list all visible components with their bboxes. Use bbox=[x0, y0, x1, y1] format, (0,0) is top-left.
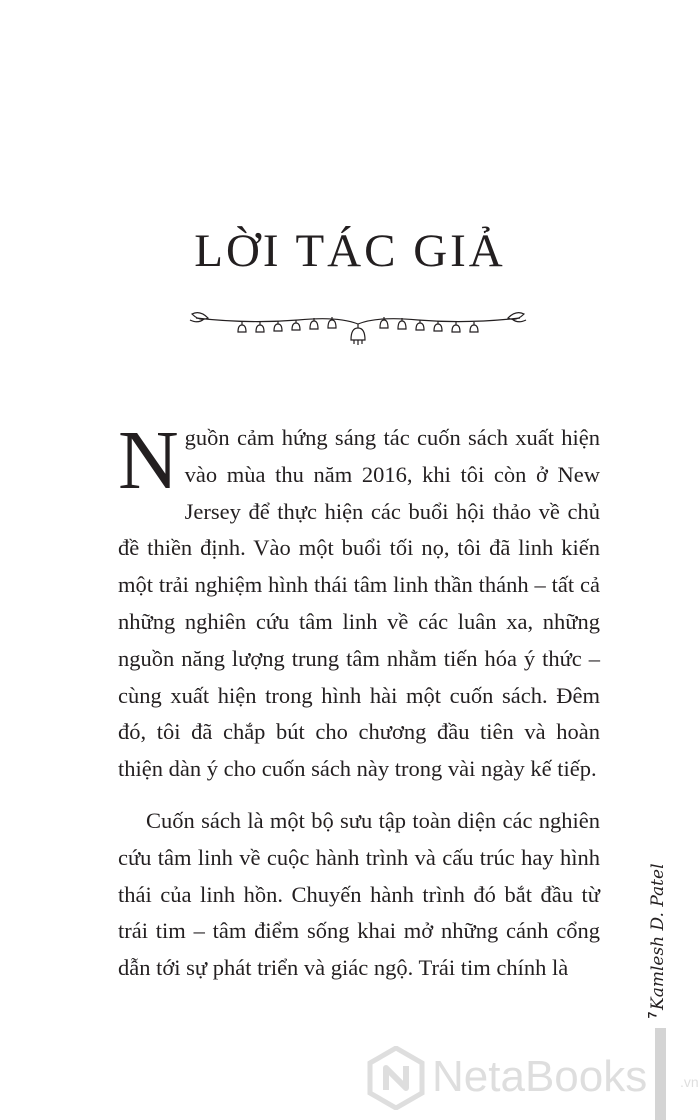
watermark bbox=[364, 1042, 700, 1112]
preface-body bbox=[118, 414, 600, 987]
drop-cap: N bbox=[118, 414, 179, 507]
watermark-brand: NetaBooks bbox=[432, 1052, 648, 1101]
running-sidebar bbox=[640, 830, 668, 1030]
author-name: Kamlesh D. Patel bbox=[648, 863, 668, 1010]
chapter-title: LỜI TÁC GIẢ bbox=[194, 225, 506, 277]
paragraph-1-text: guồn cảm hứng sáng tác cuốn sách xuất hiện vào mùa thu năm 2016, khi tôi còn ở New Jersey để thực hiện các buổi hội thảo về chủ đề thiền định. Vào một buổi tối nọ, tôi đã linh kiến một trải nghiệm hình thái tâm linh thần thánh – tất cả những nghiên cứu tâm linh về các luân xa, những nguồn năng lượng trung tâm nhằm tiến hóa ý thức – cùng xuất hiện trong hình hài một cuốn sách. Đêm đó, tôi đã chắp bút cho chương đầu tiên và hoàn thiện dàn ý cho cuốn sách này trong vài ngày kế tiếp. bbox=[118, 425, 600, 782]
page-number-text: 7 bbox=[645, 1011, 659, 1019]
floral-ornament-icon bbox=[188, 300, 528, 350]
page-number bbox=[646, 1008, 658, 1022]
watermark-suffix: .vn bbox=[680, 1074, 699, 1090]
paragraph-2: Cuốn sách là một bộ sưu tập toàn diện các nghiên cứu tâm linh về cuộc hành trình và cấu trúc hay hình thái của linh hồn. Chuyến hành trình đó bắt đầu từ trái tim – tâm điểm sống khai mở những cánh cổng dẫn tới sự phát triển và giác ngộ. Trái tim chính là bbox=[118, 807, 600, 981]
netabooks-logo-icon bbox=[364, 1046, 428, 1110]
paragraph-1 bbox=[118, 414, 600, 788]
